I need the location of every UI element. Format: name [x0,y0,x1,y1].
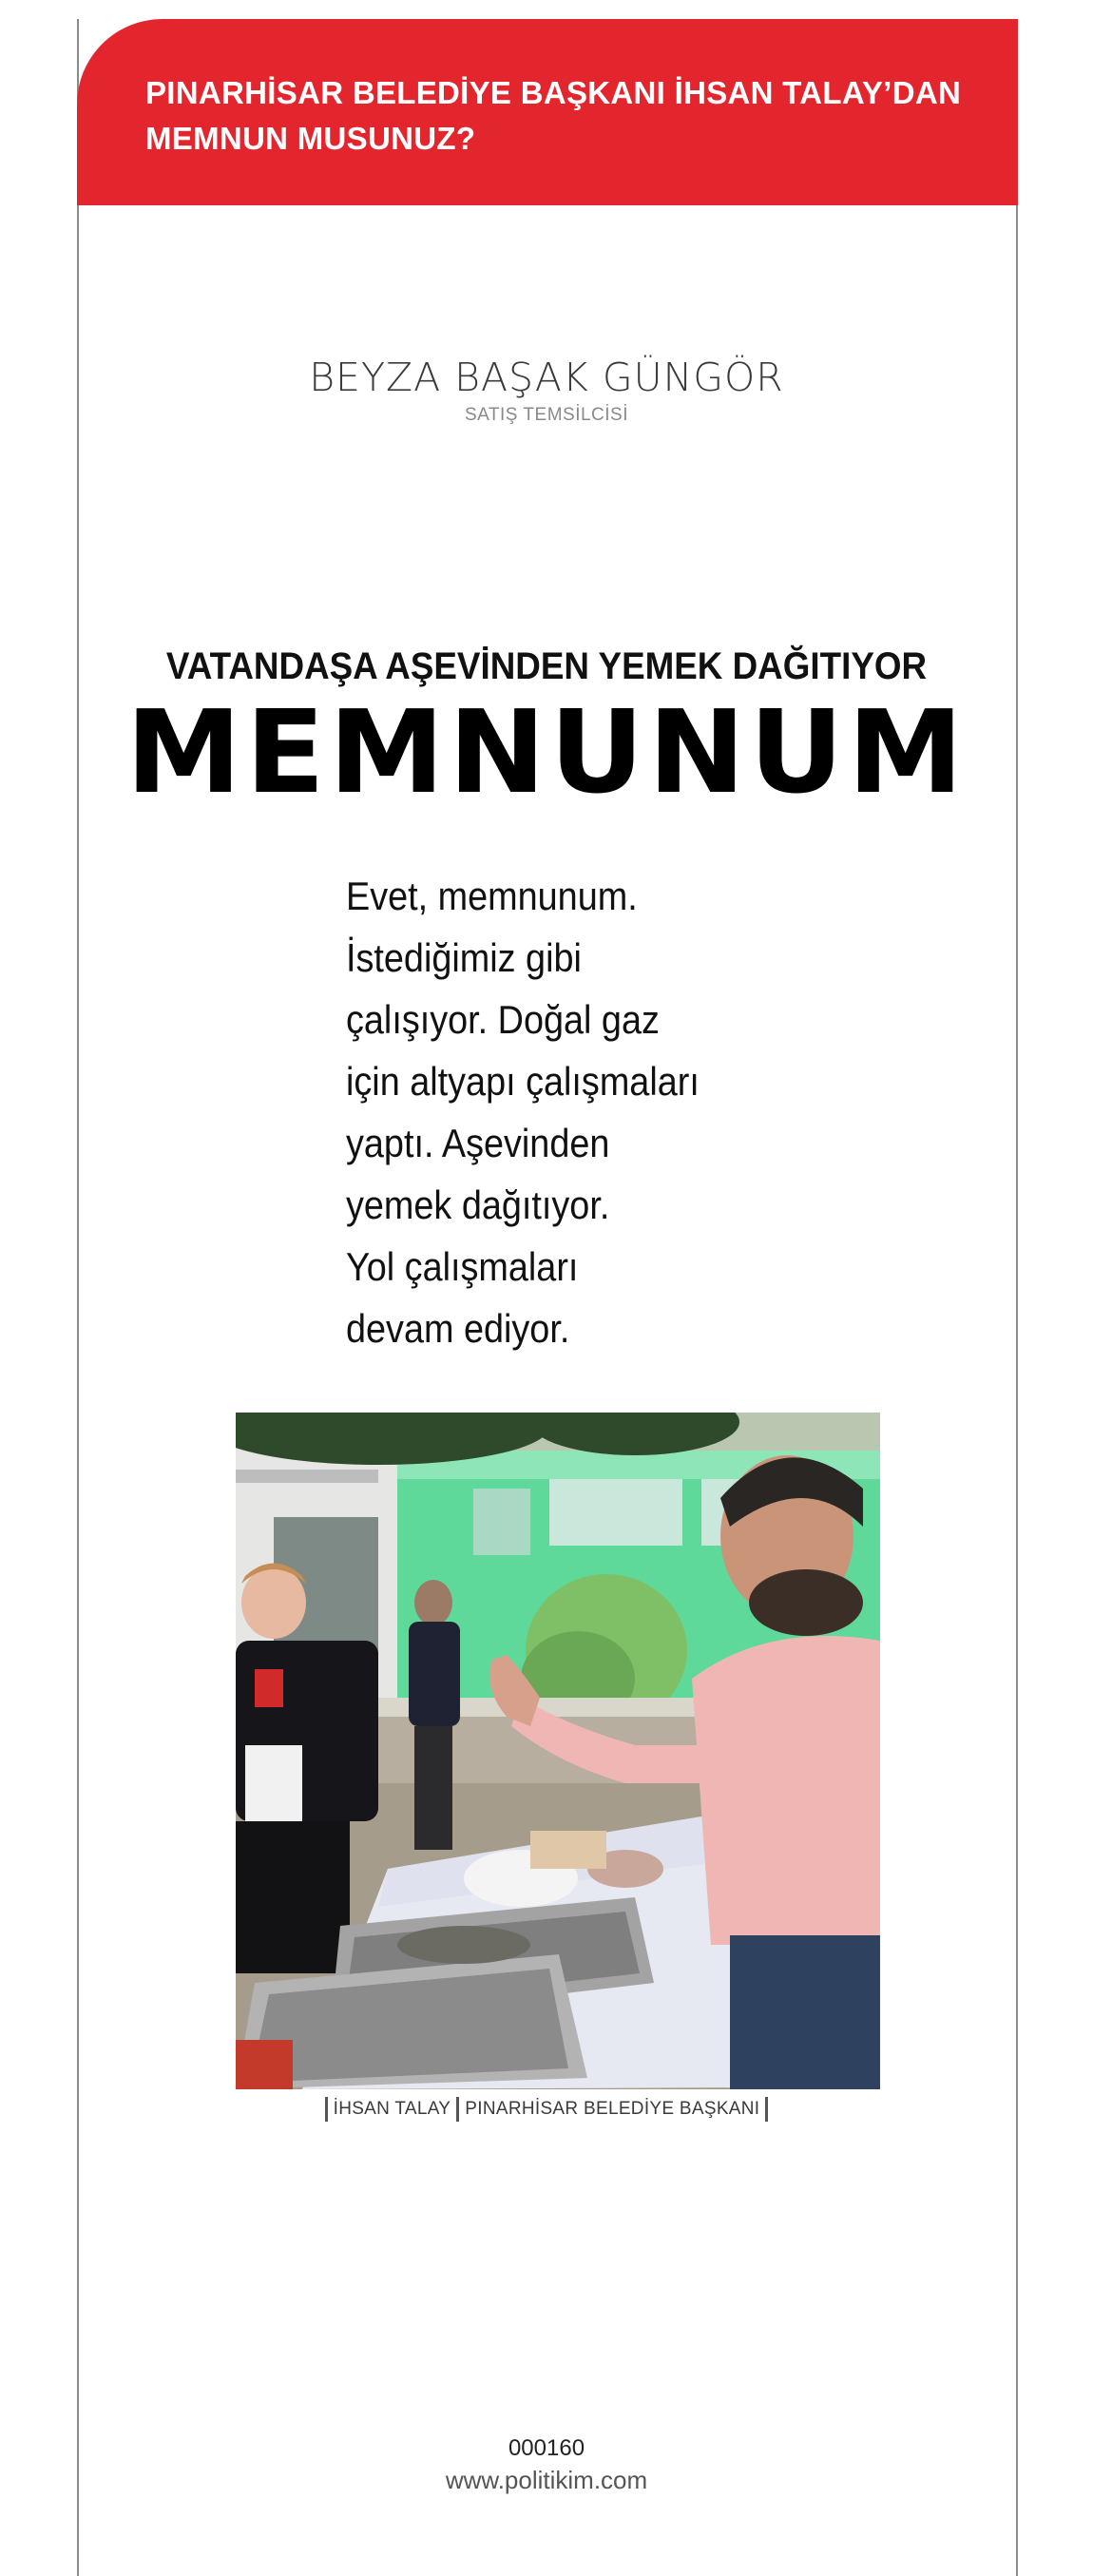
photo-soup-kitchen [236,1413,880,2089]
representative-block [0,354,1093,426]
representative-name: BEYZA BAŞAK GÜNGÖR [309,355,784,400]
quote-line: Yol çalışmaları [346,1244,579,1289]
quote-line: devam ediyor. [346,1306,570,1351]
quote-line: yemek dağıtıyor. [346,1182,610,1227]
representative-role: SATIŞ TEMSİLCİSİ [464,405,628,425]
photo-caption [0,2097,1093,2122]
quote-line: İstediğimiz gibi [346,935,582,980]
header-title-line1: PINARHİSAR BELEDİYE BAŞKANI İHSAN TALAY’DAN [145,75,962,110]
main-headline: MEMNUNUM [125,687,968,819]
subheadline: VATANDAŞA AŞEVİNDEN YEMEK DAĞITIYOR [165,645,928,687]
headline-block [0,643,1093,819]
caption-divider [456,2097,459,2122]
caption-title: PINARHİSAR BELEDİYE BAŞKANI [465,2099,760,2119]
header-title [145,70,999,162]
quote-text [346,865,739,1359]
caption-divider [325,2097,328,2122]
caption-divider [765,2097,768,2122]
caption-person: İHSAN TALAY [333,2099,451,2119]
footer-url[interactable]: www.politikim.com [445,2466,648,2494]
header-title-line2: MEMNUN MUSUNUZ? [145,121,476,156]
footer [0,2433,1093,2496]
quote-line: Evet, memnunum. [346,874,638,918]
quote-line: yaptı. Aşevinden [346,1121,610,1165]
quote-line: çalışıyor. Doğal gaz [346,997,660,1042]
header-banner [77,19,1018,205]
quote-line: için altyapı çalışmaları [346,1059,700,1104]
footer-code: 000160 [508,2435,585,2461]
